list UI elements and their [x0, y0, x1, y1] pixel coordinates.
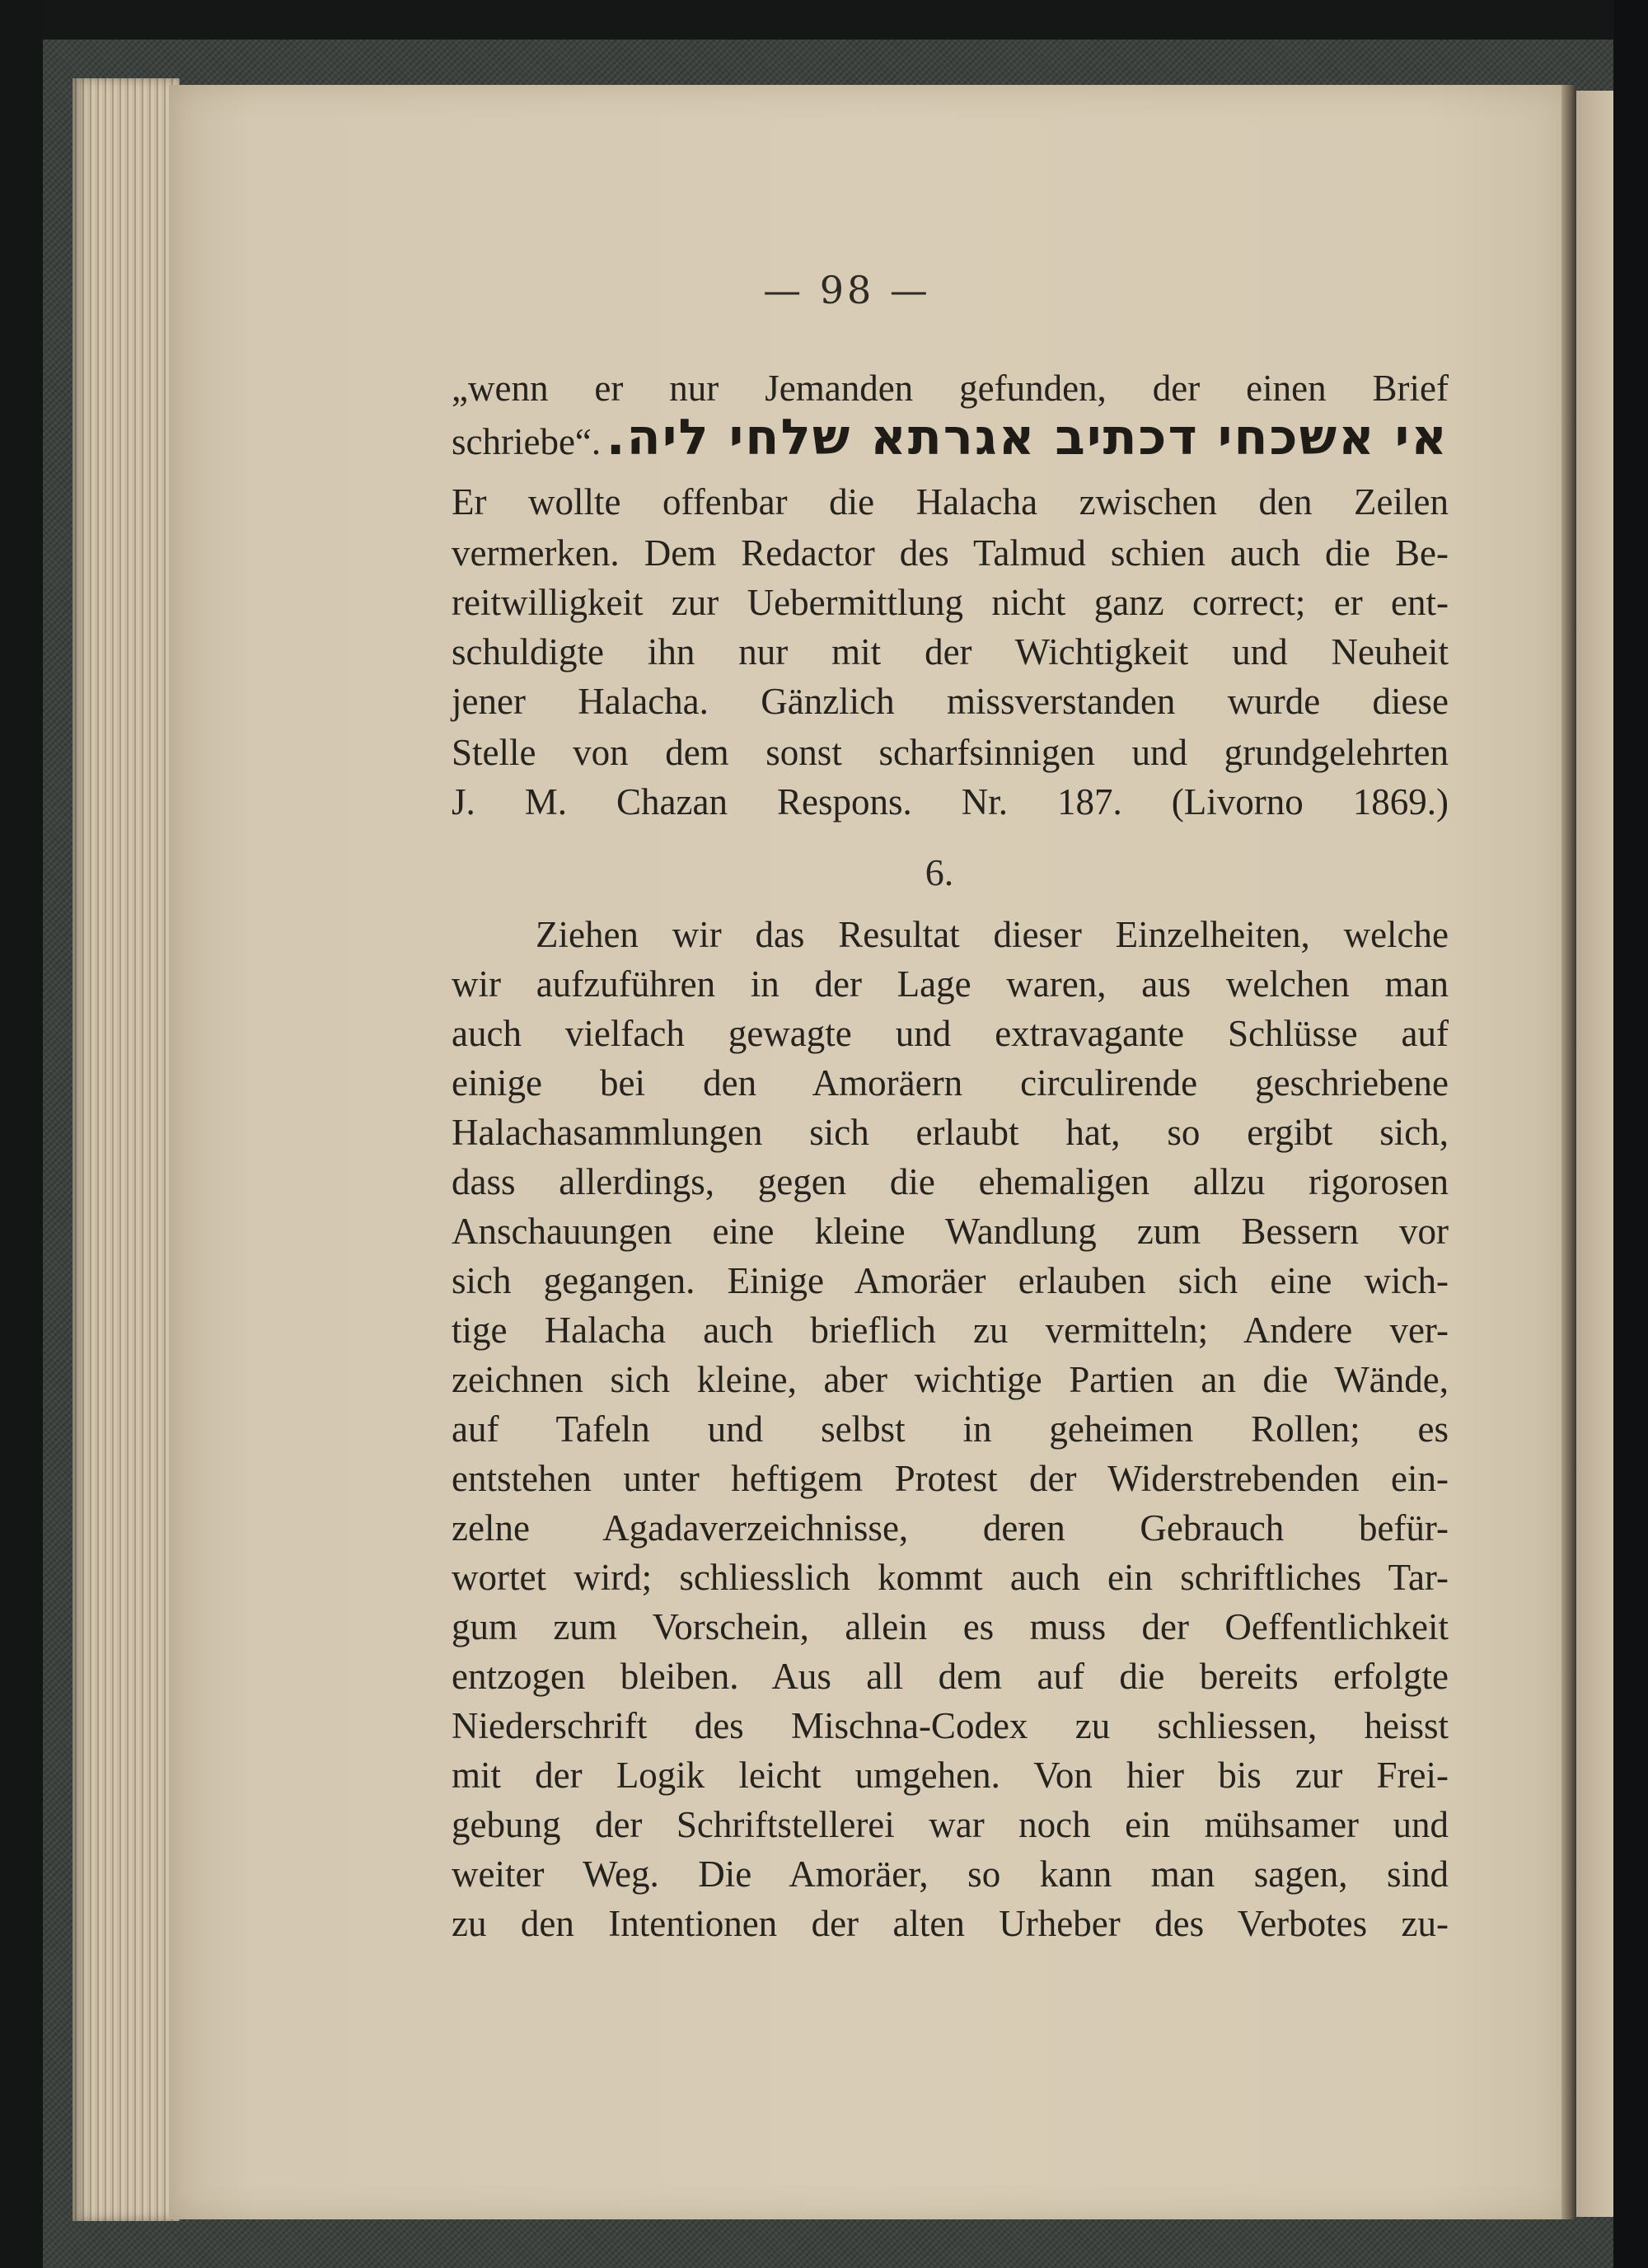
- text-line: Er wollte offenbar die Halacha zwischen den Zeilen: [452, 481, 1449, 522]
- text-line-with-hebrew: [452, 409, 1449, 478]
- page-number: — 98 —: [763, 268, 931, 312]
- cover-left-edge: [0, 0, 43, 2268]
- text-line: wortet wird; schliesslich kommt auch ein schriftliches Tar-: [452, 1557, 1449, 1598]
- text-line: „wenn er nur Jemanden gefunden, der einen Brief: [452, 368, 1449, 409]
- text-line: mit der Logik leicht umgehen. Von hier bis zur Frei-: [452, 1755, 1449, 1796]
- facing-page-edge: [1576, 91, 1613, 2217]
- text-line: gum zum Vorschein, allein es muss der Oeffentlichkeit: [452, 1606, 1449, 1647]
- cover-top-edge: [0, 0, 1648, 40]
- text-line: zu den Intentionen der alten Urheber des Verbotes zu-: [452, 1903, 1449, 1944]
- text-line: Stelle von dem sonst scharfsinnigen und grundgelehrten: [452, 732, 1449, 773]
- text-fragment: schriebe“.: [452, 421, 602, 462]
- page-gutter: [1561, 85, 1576, 2219]
- text-line: wir aufzuführen in der Lage waren, aus welchen man: [452, 963, 1449, 1005]
- text-line: vermerken. Dem Redactor des Talmud schien auch die Be-: [452, 532, 1449, 574]
- text-line: einige bei den Amoräern circulirende geschriebene: [452, 1062, 1449, 1104]
- text-line: tige Halacha auch brieflich zu vermitteln; Andere ver-: [452, 1310, 1449, 1351]
- text-line: dass allerdings, gegen die ehemaligen allzu rigorosen: [452, 1161, 1449, 1202]
- text-line: zeichnen sich kleine, aber wichtige Partien an die Wände,: [452, 1359, 1449, 1400]
- text-line: J. M. Chazan Respons. Nr. 187. (Livorno 1869.): [452, 781, 1449, 822]
- text-line: gebung der Schriftstellerei war noch ein mühsamer und: [452, 1804, 1449, 1845]
- text-line: reitwilligkeit zur Uebermittlung nicht ganz correct; er ent-: [452, 582, 1449, 623]
- text-line: entstehen unter heftigem Protest der Widerstrebenden ein-: [452, 1458, 1449, 1499]
- section-number: 6.: [925, 851, 954, 893]
- text-line: weiter Weg. Die Amoräer, so kann man sagen, sind: [452, 1853, 1449, 1895]
- paragraph-first-line: Ziehen wir das Resultat dieser Einzelheiten, welche: [536, 914, 1449, 955]
- text-line: auch vielfach gewagte und extravagante Schlüsse auf: [452, 1013, 1449, 1054]
- stacked-page-edges: [73, 78, 180, 2221]
- text-line: zelne Agadaverzeichnisse, deren Gebrauch befür-: [452, 1507, 1449, 1549]
- text-line: auf Tafeln und selbst in geheimen Rollen; es: [452, 1408, 1449, 1450]
- text-line: Halachasammlungen sich erlaubt hat, so ergibt sich,: [452, 1112, 1449, 1153]
- text-line: Anschauungen eine kleine Wandlung zum Bessern vor: [452, 1211, 1449, 1252]
- hebrew-quotation: אי אשכחי דכתיב אגרתא שלחי ליה.: [606, 409, 1449, 466]
- text-line: Niederschrift des Mischna-Codex zu schliessen, heisst: [452, 1705, 1449, 1746]
- text-line: schuldigte ihn nur mit der Wichtigkeit und Neuheit: [452, 631, 1449, 672]
- text-line: sich gegangen. Einige Amoräer erlauben sich eine wich-: [452, 1260, 1449, 1301]
- cover-right-edge: [1613, 0, 1648, 2268]
- text-line: entzogen bleiben. Aus all dem auf die bereits erfolgte: [452, 1656, 1449, 1697]
- text-line: jener Halacha. Gänzlich missverstanden wurde diese: [452, 681, 1449, 722]
